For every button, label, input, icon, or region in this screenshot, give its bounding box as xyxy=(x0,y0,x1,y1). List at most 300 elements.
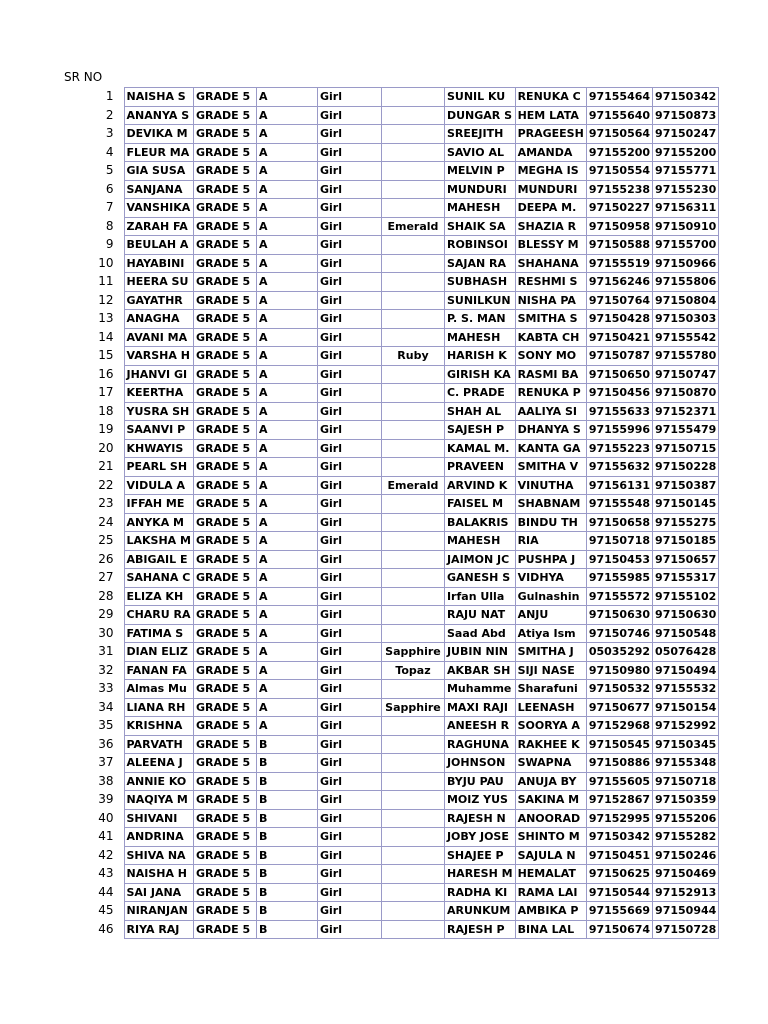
division-cell[interactable]: B xyxy=(256,846,317,865)
phone-2-cell[interactable]: 97150630 xyxy=(653,606,719,625)
phone-2-cell[interactable]: 97150303 xyxy=(653,310,719,329)
gender-cell[interactable]: Girl xyxy=(317,698,381,717)
phone-1-cell[interactable]: 97156131 xyxy=(586,476,652,495)
sr-no-cell[interactable]: 34 xyxy=(98,699,114,714)
house-cell[interactable] xyxy=(381,495,444,514)
phone-2-cell[interactable]: 97150718 xyxy=(653,772,719,791)
phone-2-cell[interactable]: 97150715 xyxy=(653,439,719,458)
student-name-cell[interactable]: NIRANJAN xyxy=(124,902,193,921)
mother-name-cell[interactable]: AMANDA xyxy=(515,143,586,162)
phone-1-cell[interactable]: 97150718 xyxy=(586,532,652,551)
mother-name-cell[interactable]: RAMA LAI xyxy=(515,883,586,902)
mother-name-cell[interactable]: BINA LAL xyxy=(515,920,586,939)
sr-no-cell[interactable]: 45 xyxy=(98,903,114,917)
house-cell[interactable] xyxy=(381,532,444,551)
gender-cell[interactable]: Girl xyxy=(317,236,381,255)
division-cell[interactable]: A xyxy=(256,717,317,736)
mother-name-cell[interactable]: RASMI BA xyxy=(515,365,586,384)
house-cell[interactable] xyxy=(381,828,444,847)
grade-cell[interactable]: GRADE 5 xyxy=(193,661,256,680)
phone-1-cell[interactable]: 97150886 xyxy=(586,754,652,773)
house-cell[interactable] xyxy=(381,550,444,569)
mother-name-cell[interactable]: KABTA CH xyxy=(515,328,586,347)
mother-name-cell[interactable]: PRAGEESH xyxy=(515,125,586,144)
gender-cell[interactable]: Girl xyxy=(317,624,381,643)
grade-cell[interactable]: GRADE 5 xyxy=(193,310,256,329)
grade-cell[interactable]: GRADE 5 xyxy=(193,180,256,199)
division-cell[interactable]: A xyxy=(256,421,317,440)
student-name-cell[interactable]: FATIMA S xyxy=(124,624,193,643)
sr-no-cell[interactable]: 36 xyxy=(98,736,114,751)
house-cell[interactable] xyxy=(381,402,444,421)
mother-name-cell[interactable]: Atiya Ism xyxy=(515,624,586,643)
phone-1-cell[interactable]: 97150787 xyxy=(586,347,652,366)
father-name-cell[interactable]: MAHESH xyxy=(444,199,515,218)
grade-cell[interactable]: GRADE 5 xyxy=(193,532,256,551)
father-name-cell[interactable]: Muhamme xyxy=(444,680,515,699)
mother-name-cell[interactable]: LEENASH xyxy=(515,698,586,717)
division-cell[interactable]: B xyxy=(256,828,317,847)
sr-no-cell[interactable]: 10 xyxy=(98,255,114,270)
phone-1-cell[interactable]: 97155669 xyxy=(586,902,652,921)
division-cell[interactable]: A xyxy=(256,328,317,347)
division-cell[interactable]: A xyxy=(256,513,317,532)
sr-no-cell[interactable]: 14 xyxy=(98,329,114,344)
phone-2-cell[interactable]: 97155317 xyxy=(653,569,719,588)
student-name-cell[interactable]: IFFAH ME xyxy=(124,495,193,514)
gender-cell[interactable]: Girl xyxy=(317,328,381,347)
mother-name-cell[interactable]: SAJULA N xyxy=(515,846,586,865)
student-name-cell[interactable]: HAYABINI xyxy=(124,254,193,273)
mother-name-cell[interactable]: SMITHA S xyxy=(515,310,586,329)
mother-name-cell[interactable]: VIDHYA xyxy=(515,569,586,588)
student-name-cell[interactable]: ZARAH FA xyxy=(124,217,193,236)
phone-1-cell[interactable]: 97150544 xyxy=(586,883,652,902)
student-name-cell[interactable]: RIYA RAJ xyxy=(124,920,193,939)
gender-cell[interactable]: Girl xyxy=(317,846,381,865)
house-cell[interactable] xyxy=(381,754,444,773)
student-name-cell[interactable]: DIAN ELIZ xyxy=(124,643,193,662)
gender-cell[interactable]: Girl xyxy=(317,254,381,273)
house-cell[interactable] xyxy=(381,791,444,810)
sr-no-cell[interactable]: 15 xyxy=(98,348,114,362)
mother-name-cell[interactable]: AMBIKA P xyxy=(515,902,586,921)
phone-2-cell[interactable]: 97150228 xyxy=(653,458,719,477)
gender-cell[interactable]: Girl xyxy=(317,754,381,773)
father-name-cell[interactable]: MAXI RAJI xyxy=(444,698,515,717)
phone-1-cell[interactable]: 97150451 xyxy=(586,846,652,865)
sr-no-cell[interactable]: 17 xyxy=(98,385,114,399)
grade-cell[interactable]: GRADE 5 xyxy=(193,791,256,810)
student-name-cell[interactable]: BEULAH A xyxy=(124,236,193,255)
father-name-cell[interactable]: MOIZ YUS xyxy=(444,791,515,810)
division-cell[interactable]: A xyxy=(256,217,317,236)
father-name-cell[interactable]: SUNIL KU xyxy=(444,88,515,107)
sr-no-cell[interactable]: 22 xyxy=(98,477,114,492)
phone-2-cell[interactable]: 97155102 xyxy=(653,587,719,606)
phone-2-cell[interactable]: 97155206 xyxy=(653,809,719,828)
division-cell[interactable]: A xyxy=(256,439,317,458)
mother-name-cell[interactable]: RIA xyxy=(515,532,586,551)
mother-name-cell[interactable]: ANJU xyxy=(515,606,586,625)
phone-1-cell[interactable]: 97155996 xyxy=(586,421,652,440)
grade-cell[interactable]: GRADE 5 xyxy=(193,402,256,421)
division-cell[interactable]: A xyxy=(256,458,317,477)
phone-2-cell[interactable]: 97155542 xyxy=(653,328,719,347)
gender-cell[interactable]: Girl xyxy=(317,865,381,884)
phone-1-cell[interactable]: 97150532 xyxy=(586,680,652,699)
sr-no-cell[interactable]: 2 xyxy=(105,107,114,122)
grade-cell[interactable]: GRADE 5 xyxy=(193,513,256,532)
grade-cell[interactable]: GRADE 5 xyxy=(193,698,256,717)
house-cell[interactable]: Emerald xyxy=(381,217,444,236)
father-name-cell[interactable]: SAVIO AL xyxy=(444,143,515,162)
sr-no-cell[interactable]: 25 xyxy=(98,533,114,547)
phone-2-cell[interactable]: 97155532 xyxy=(653,680,719,699)
phone-1-cell[interactable]: 97155632 xyxy=(586,458,652,477)
gender-cell[interactable]: Girl xyxy=(317,587,381,606)
phone-1-cell[interactable]: 97155548 xyxy=(586,495,652,514)
sr-no-cell[interactable]: 27 xyxy=(98,570,114,584)
sr-no-cell[interactable]: 41 xyxy=(98,829,114,843)
division-cell[interactable]: A xyxy=(256,384,317,403)
sr-no-cell[interactable]: 42 xyxy=(98,847,114,862)
house-cell[interactable] xyxy=(381,458,444,477)
grade-cell[interactable]: GRADE 5 xyxy=(193,162,256,181)
father-name-cell[interactable]: C. PRADE xyxy=(444,384,515,403)
sr-no-cell[interactable]: 29 xyxy=(98,607,114,621)
grade-cell[interactable]: GRADE 5 xyxy=(193,735,256,754)
father-name-cell[interactable]: AKBAR SH xyxy=(444,661,515,680)
mother-name-cell[interactable]: SHAHANA xyxy=(515,254,586,273)
father-name-cell[interactable]: Saad Abd xyxy=(444,624,515,643)
sr-no-cell[interactable]: 32 xyxy=(98,662,114,677)
gender-cell[interactable]: Girl xyxy=(317,458,381,477)
gender-cell[interactable]: Girl xyxy=(317,217,381,236)
house-cell[interactable]: Sapphire xyxy=(381,698,444,717)
father-name-cell[interactable]: SHAIK SA xyxy=(444,217,515,236)
mother-name-cell[interactable]: NISHA PA xyxy=(515,291,586,310)
house-cell[interactable]: Emerald xyxy=(381,476,444,495)
division-cell[interactable]: A xyxy=(256,310,317,329)
phone-2-cell[interactable]: 97150345 xyxy=(653,735,719,754)
phone-1-cell[interactable]: 97150980 xyxy=(586,661,652,680)
phone-1-cell[interactable]: 97155200 xyxy=(586,143,652,162)
gender-cell[interactable]: Girl xyxy=(317,680,381,699)
division-cell[interactable]: A xyxy=(256,365,317,384)
phone-2-cell[interactable]: 97155771 xyxy=(653,162,719,181)
phone-2-cell[interactable]: 97155275 xyxy=(653,513,719,532)
sr-no-cell[interactable]: 6 xyxy=(105,181,114,196)
division-cell[interactable]: A xyxy=(256,624,317,643)
mother-name-cell[interactable]: RENUKA C xyxy=(515,88,586,107)
father-name-cell[interactable]: RAGHUNA xyxy=(444,735,515,754)
mother-name-cell[interactable]: SHABNAM xyxy=(515,495,586,514)
mother-name-cell[interactable]: VINUTHA xyxy=(515,476,586,495)
father-name-cell[interactable]: PRAVEEN xyxy=(444,458,515,477)
sr-no-cell[interactable]: 8 xyxy=(105,218,114,233)
mother-name-cell[interactable]: SOORYA A xyxy=(515,717,586,736)
division-cell[interactable]: A xyxy=(256,402,317,421)
house-cell[interactable] xyxy=(381,106,444,125)
mother-name-cell[interactable]: Gulnashin xyxy=(515,587,586,606)
phone-2-cell[interactable]: 97150154 xyxy=(653,698,719,717)
student-name-cell[interactable]: ANANYA S xyxy=(124,106,193,125)
phone-1-cell[interactable]: 97152995 xyxy=(586,809,652,828)
father-name-cell[interactable]: SHAJEE P xyxy=(444,846,515,865)
gender-cell[interactable]: Girl xyxy=(317,421,381,440)
sr-no-cell[interactable]: 3 xyxy=(105,126,114,140)
sr-no-cell[interactable]: 44 xyxy=(98,884,114,899)
division-cell[interactable]: A xyxy=(256,106,317,125)
phone-1-cell[interactable]: 05035292 xyxy=(586,643,652,662)
grade-cell[interactable]: GRADE 5 xyxy=(193,236,256,255)
father-name-cell[interactable]: MELVIN P xyxy=(444,162,515,181)
mother-name-cell[interactable]: ANUJA BY xyxy=(515,772,586,791)
mother-name-cell[interactable]: SMITHA V xyxy=(515,458,586,477)
phone-1-cell[interactable]: 97152867 xyxy=(586,791,652,810)
gender-cell[interactable]: Girl xyxy=(317,772,381,791)
phone-2-cell[interactable]: 97155282 xyxy=(653,828,719,847)
student-name-cell[interactable]: ABIGAIL E xyxy=(124,550,193,569)
phone-1-cell[interactable]: 97152968 xyxy=(586,717,652,736)
house-cell[interactable] xyxy=(381,587,444,606)
sr-no-cell[interactable]: 12 xyxy=(98,292,114,307)
student-name-cell[interactable]: CHARU RA xyxy=(124,606,193,625)
division-cell[interactable]: A xyxy=(256,680,317,699)
division-cell[interactable]: B xyxy=(256,772,317,791)
father-name-cell[interactable]: JOBY JOSE xyxy=(444,828,515,847)
house-cell[interactable] xyxy=(381,772,444,791)
phone-2-cell[interactable]: 97150145 xyxy=(653,495,719,514)
mother-name-cell[interactable]: KANTA GA xyxy=(515,439,586,458)
division-cell[interactable]: B xyxy=(256,735,317,754)
sr-no-cell[interactable]: 46 xyxy=(98,921,114,936)
house-cell[interactable] xyxy=(381,865,444,884)
sr-no-cell[interactable]: 30 xyxy=(98,625,114,640)
student-name-cell[interactable]: SANJANA xyxy=(124,180,193,199)
phone-2-cell[interactable]: 97150494 xyxy=(653,661,719,680)
sr-no-cell[interactable]: 37 xyxy=(98,755,114,769)
sr-no-cell[interactable]: 18 xyxy=(98,403,114,418)
father-name-cell[interactable]: BYJU PAU xyxy=(444,772,515,791)
student-name-cell[interactable]: FANAN FA xyxy=(124,661,193,680)
division-cell[interactable]: A xyxy=(256,88,317,107)
gender-cell[interactable]: Girl xyxy=(317,162,381,181)
sr-no-cell[interactable]: 38 xyxy=(98,773,114,788)
house-cell[interactable] xyxy=(381,513,444,532)
division-cell[interactable]: A xyxy=(256,125,317,144)
grade-cell[interactable]: GRADE 5 xyxy=(193,458,256,477)
house-cell[interactable] xyxy=(381,624,444,643)
student-name-cell[interactable]: KEERTHA xyxy=(124,384,193,403)
student-name-cell[interactable]: NAISHA S xyxy=(124,88,193,107)
phone-1-cell[interactable]: 97150630 xyxy=(586,606,652,625)
student-name-cell[interactable]: JHANVI GI xyxy=(124,365,193,384)
father-name-cell[interactable]: JAIMON JC xyxy=(444,550,515,569)
phone-1-cell[interactable]: 97150545 xyxy=(586,735,652,754)
mother-name-cell[interactable]: MEGHA IS xyxy=(515,162,586,181)
phone-2-cell[interactable]: 97150246 xyxy=(653,846,719,865)
phone-2-cell[interactable]: 05076428 xyxy=(653,643,719,662)
phone-2-cell[interactable]: 97150342 xyxy=(653,88,719,107)
house-cell[interactable] xyxy=(381,735,444,754)
student-name-cell[interactable]: SAANVI P xyxy=(124,421,193,440)
sr-no-cell[interactable]: 1 xyxy=(105,89,114,103)
grade-cell[interactable]: GRADE 5 xyxy=(193,328,256,347)
grade-cell[interactable]: GRADE 5 xyxy=(193,717,256,736)
division-cell[interactable]: B xyxy=(256,902,317,921)
grade-cell[interactable]: GRADE 5 xyxy=(193,846,256,865)
phone-1-cell[interactable]: 97150453 xyxy=(586,550,652,569)
phone-2-cell[interactable]: 97150548 xyxy=(653,624,719,643)
mother-name-cell[interactable]: ANOORAD xyxy=(515,809,586,828)
grade-cell[interactable]: GRADE 5 xyxy=(193,772,256,791)
division-cell[interactable]: A xyxy=(256,495,317,514)
gender-cell[interactable]: Girl xyxy=(317,809,381,828)
house-cell[interactable]: Sapphire xyxy=(381,643,444,662)
phone-2-cell[interactable]: 97156311 xyxy=(653,199,719,218)
division-cell[interactable]: A xyxy=(256,476,317,495)
house-cell[interactable] xyxy=(381,606,444,625)
phone-1-cell[interactable]: 97150650 xyxy=(586,365,652,384)
grade-cell[interactable]: GRADE 5 xyxy=(193,883,256,902)
house-cell[interactable] xyxy=(381,236,444,255)
father-name-cell[interactable]: SAJAN RA xyxy=(444,254,515,273)
gender-cell[interactable]: Girl xyxy=(317,606,381,625)
gender-cell[interactable]: Girl xyxy=(317,513,381,532)
house-cell[interactable] xyxy=(381,291,444,310)
father-name-cell[interactable]: MAHESH xyxy=(444,532,515,551)
phone-2-cell[interactable]: 97155700 xyxy=(653,236,719,255)
division-cell[interactable]: A xyxy=(256,532,317,551)
sr-no-cell[interactable]: 39 xyxy=(98,792,114,806)
grade-cell[interactable]: GRADE 5 xyxy=(193,199,256,218)
gender-cell[interactable]: Girl xyxy=(317,180,381,199)
gender-cell[interactable]: Girl xyxy=(317,402,381,421)
student-name-cell[interactable]: ANYKA M xyxy=(124,513,193,532)
student-name-cell[interactable]: SHIVA NA xyxy=(124,846,193,865)
father-name-cell[interactable]: HARISH K xyxy=(444,347,515,366)
phone-1-cell[interactable]: 97155633 xyxy=(586,402,652,421)
phone-1-cell[interactable]: 97150674 xyxy=(586,920,652,939)
house-cell[interactable] xyxy=(381,846,444,865)
phone-2-cell[interactable]: 97155348 xyxy=(653,754,719,773)
grade-cell[interactable]: GRADE 5 xyxy=(193,347,256,366)
gender-cell[interactable]: Girl xyxy=(317,476,381,495)
division-cell[interactable]: B xyxy=(256,754,317,773)
father-name-cell[interactable]: RAJESH N xyxy=(444,809,515,828)
sr-no-cell[interactable]: 26 xyxy=(98,551,114,566)
student-name-cell[interactable]: DEVIKA M xyxy=(124,125,193,144)
phone-1-cell[interactable]: 97150554 xyxy=(586,162,652,181)
father-name-cell[interactable]: ROBINSOI xyxy=(444,236,515,255)
father-name-cell[interactable]: FAISEL M xyxy=(444,495,515,514)
phone-2-cell[interactable]: 97150910 xyxy=(653,217,719,236)
house-cell[interactable] xyxy=(381,365,444,384)
house-cell[interactable] xyxy=(381,180,444,199)
phone-2-cell[interactable]: 97155780 xyxy=(653,347,719,366)
phone-1-cell[interactable]: 97150227 xyxy=(586,199,652,218)
phone-2-cell[interactable]: 97152371 xyxy=(653,402,719,421)
father-name-cell[interactable]: RADHA KI xyxy=(444,883,515,902)
father-name-cell[interactable]: ARVIND K xyxy=(444,476,515,495)
sr-no-cell[interactable]: 19 xyxy=(98,422,114,436)
grade-cell[interactable]: GRADE 5 xyxy=(193,624,256,643)
house-cell[interactable] xyxy=(381,384,444,403)
father-name-cell[interactable]: ANEESH R xyxy=(444,717,515,736)
grade-cell[interactable]: GRADE 5 xyxy=(193,495,256,514)
phone-1-cell[interactable]: 97150746 xyxy=(586,624,652,643)
phone-2-cell[interactable]: 97155200 xyxy=(653,143,719,162)
gender-cell[interactable]: Girl xyxy=(317,569,381,588)
phone-2-cell[interactable]: 97152992 xyxy=(653,717,719,736)
father-name-cell[interactable]: MUNDURI xyxy=(444,180,515,199)
division-cell[interactable]: A xyxy=(256,199,317,218)
father-name-cell[interactable]: ARUNKUM xyxy=(444,902,515,921)
gender-cell[interactable]: Girl xyxy=(317,384,381,403)
grade-cell[interactable]: GRADE 5 xyxy=(193,680,256,699)
sr-no-cell[interactable]: 9 xyxy=(105,237,114,251)
sr-no-cell[interactable]: 28 xyxy=(98,588,114,603)
grade-cell[interactable]: GRADE 5 xyxy=(193,902,256,921)
sr-no-cell[interactable]: 21 xyxy=(98,459,114,473)
father-name-cell[interactable]: SHAH AL xyxy=(444,402,515,421)
grade-cell[interactable]: GRADE 5 xyxy=(193,273,256,292)
student-name-cell[interactable]: ELIZA KH xyxy=(124,587,193,606)
mother-name-cell[interactable]: SWAPNA xyxy=(515,754,586,773)
mother-name-cell[interactable]: HEMALAT xyxy=(515,865,586,884)
division-cell[interactable]: B xyxy=(256,791,317,810)
division-cell[interactable]: A xyxy=(256,643,317,662)
father-name-cell[interactable]: RAJESH P xyxy=(444,920,515,939)
house-cell[interactable] xyxy=(381,809,444,828)
division-cell[interactable]: B xyxy=(256,809,317,828)
grade-cell[interactable]: GRADE 5 xyxy=(193,587,256,606)
house-cell[interactable] xyxy=(381,88,444,107)
division-cell[interactable]: A xyxy=(256,569,317,588)
grade-cell[interactable]: GRADE 5 xyxy=(193,384,256,403)
house-cell[interactable] xyxy=(381,273,444,292)
division-cell[interactable]: A xyxy=(256,273,317,292)
phone-1-cell[interactable]: 97150658 xyxy=(586,513,652,532)
division-cell[interactable]: A xyxy=(256,180,317,199)
division-cell[interactable]: A xyxy=(256,550,317,569)
phone-1-cell[interactable]: 97150677 xyxy=(586,698,652,717)
mother-name-cell[interactable]: BLESSY M xyxy=(515,236,586,255)
student-name-cell[interactable]: SAHANA C xyxy=(124,569,193,588)
house-cell[interactable] xyxy=(381,569,444,588)
student-name-cell[interactable]: GIA SUSA xyxy=(124,162,193,181)
father-name-cell[interactable]: RAJU NAT xyxy=(444,606,515,625)
gender-cell[interactable]: Girl xyxy=(317,199,381,218)
house-cell[interactable] xyxy=(381,254,444,273)
father-name-cell[interactable]: HARESH M xyxy=(444,865,515,884)
student-name-cell[interactable]: FLEUR MA xyxy=(124,143,193,162)
house-cell[interactable] xyxy=(381,125,444,144)
sr-no-cell[interactable]: 11 xyxy=(98,274,114,288)
father-name-cell[interactable]: KAMAL M. xyxy=(444,439,515,458)
phone-1-cell[interactable]: 97155640 xyxy=(586,106,652,125)
student-name-cell[interactable]: LAKSHA M xyxy=(124,532,193,551)
house-cell[interactable] xyxy=(381,439,444,458)
student-name-cell[interactable]: PARVATH xyxy=(124,735,193,754)
division-cell[interactable]: A xyxy=(256,143,317,162)
division-cell[interactable]: A xyxy=(256,254,317,273)
phone-1-cell[interactable]: 97150564 xyxy=(586,125,652,144)
sr-no-cell[interactable]: 4 xyxy=(105,144,114,159)
division-cell[interactable]: B xyxy=(256,920,317,939)
